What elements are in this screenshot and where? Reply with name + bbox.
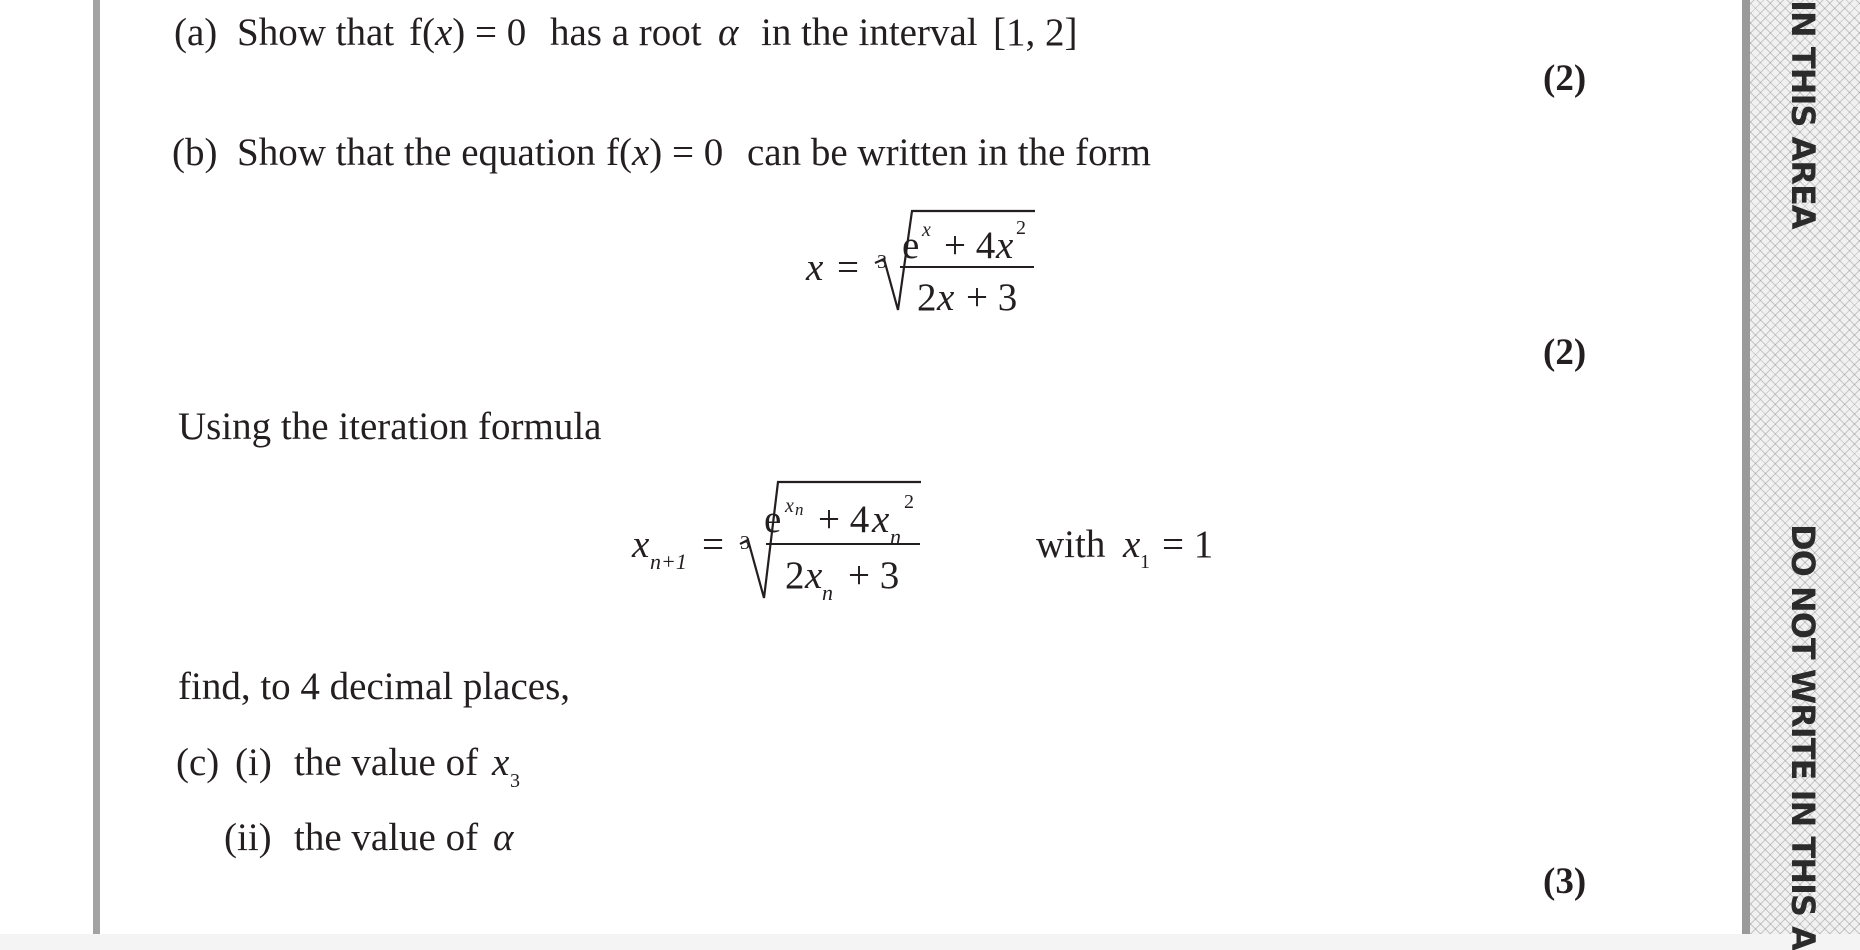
iter-equals: =	[702, 523, 724, 566]
part-a-label: (a)	[174, 11, 218, 54]
iter-lhs-x: x	[632, 523, 650, 566]
formula-b-den-2: 2	[917, 276, 937, 319]
formula-b-lhs: x	[806, 246, 824, 289]
part-a-alpha: α	[718, 11, 739, 54]
iter-with: with	[1036, 523, 1106, 566]
iteration-intro: Using the iteration formula	[178, 405, 602, 448]
part-a-text-3: in the interval	[761, 11, 978, 54]
part-c-label: (c)	[176, 741, 220, 784]
iter-den-x: x	[805, 554, 823, 597]
part-b-label: (b)	[172, 131, 218, 174]
part-c-ii-text: the value of	[294, 816, 479, 859]
part-c-i-sub: 3	[510, 770, 520, 792]
right-margin-line	[1742, 0, 1750, 934]
part-c-i-text: the value of	[294, 741, 479, 784]
part-b-text-1: Show that the equation	[237, 131, 596, 174]
part-a-text-1: Show that	[237, 11, 395, 54]
iter-den-rest: + 3	[848, 554, 900, 597]
iter-num-exp-n: n	[795, 500, 804, 519]
margin-warning-top: IN THIS AREA	[1784, 0, 1822, 229]
formula-b-num-plus: + 4	[944, 224, 996, 267]
part-a-function: f(x) = 0	[409, 11, 527, 54]
iter-with-val: = 1	[1162, 523, 1214, 566]
part-c-i-label: (i)	[235, 741, 272, 784]
part-c-ii-alpha: α	[493, 816, 514, 859]
iter-den-sub: n	[822, 580, 833, 605]
formula-b-num-sq: 2	[1016, 217, 1026, 239]
formula-b-equals: =	[837, 246, 859, 289]
iter-lhs-sub: n+1	[650, 549, 687, 574]
iter-num-plus: + 4	[818, 498, 870, 541]
part-a-interval: [1, 2]	[993, 11, 1078, 54]
iter-num-x: x	[872, 498, 890, 541]
part-a-text-2: has a root	[550, 11, 702, 54]
iter-num-e: e	[764, 498, 782, 541]
part-a-marks: (2)	[1543, 58, 1587, 99]
iter-with-x: x	[1123, 523, 1141, 566]
formula-b-num-exp: x	[922, 219, 931, 241]
part-c-marks: (3)	[1543, 861, 1587, 902]
part-c-intro: find, to 4 decimal places,	[178, 665, 571, 708]
part-b-marks: (2)	[1543, 332, 1587, 373]
iter-num-sub: n	[890, 524, 901, 549]
left-margin-line	[93, 0, 100, 934]
formula-b-den-rest: + 3	[966, 276, 1018, 319]
iter-den-2: 2	[785, 554, 805, 597]
iter-with-sub: 1	[1140, 551, 1150, 573]
margin-warning-bottom: DO NOT WRITE IN THIS A	[1784, 524, 1822, 950]
iter-num-exp-x: x	[785, 495, 794, 517]
iter-num-sq: 2	[904, 491, 914, 513]
part-b-function: f(x) = 0	[606, 131, 724, 174]
iter-root-index: 3	[740, 532, 750, 554]
part-b-text-2: can be written in the form	[747, 131, 1151, 174]
formula-b-num-x: x	[996, 224, 1014, 267]
part-c-i-x: x	[492, 741, 510, 784]
formula-b-den-x: x	[937, 276, 955, 319]
part-c-ii-label: (ii)	[224, 816, 272, 859]
formula-b-root-index: 3	[877, 251, 887, 273]
formula-b-num-e: e	[902, 224, 920, 267]
